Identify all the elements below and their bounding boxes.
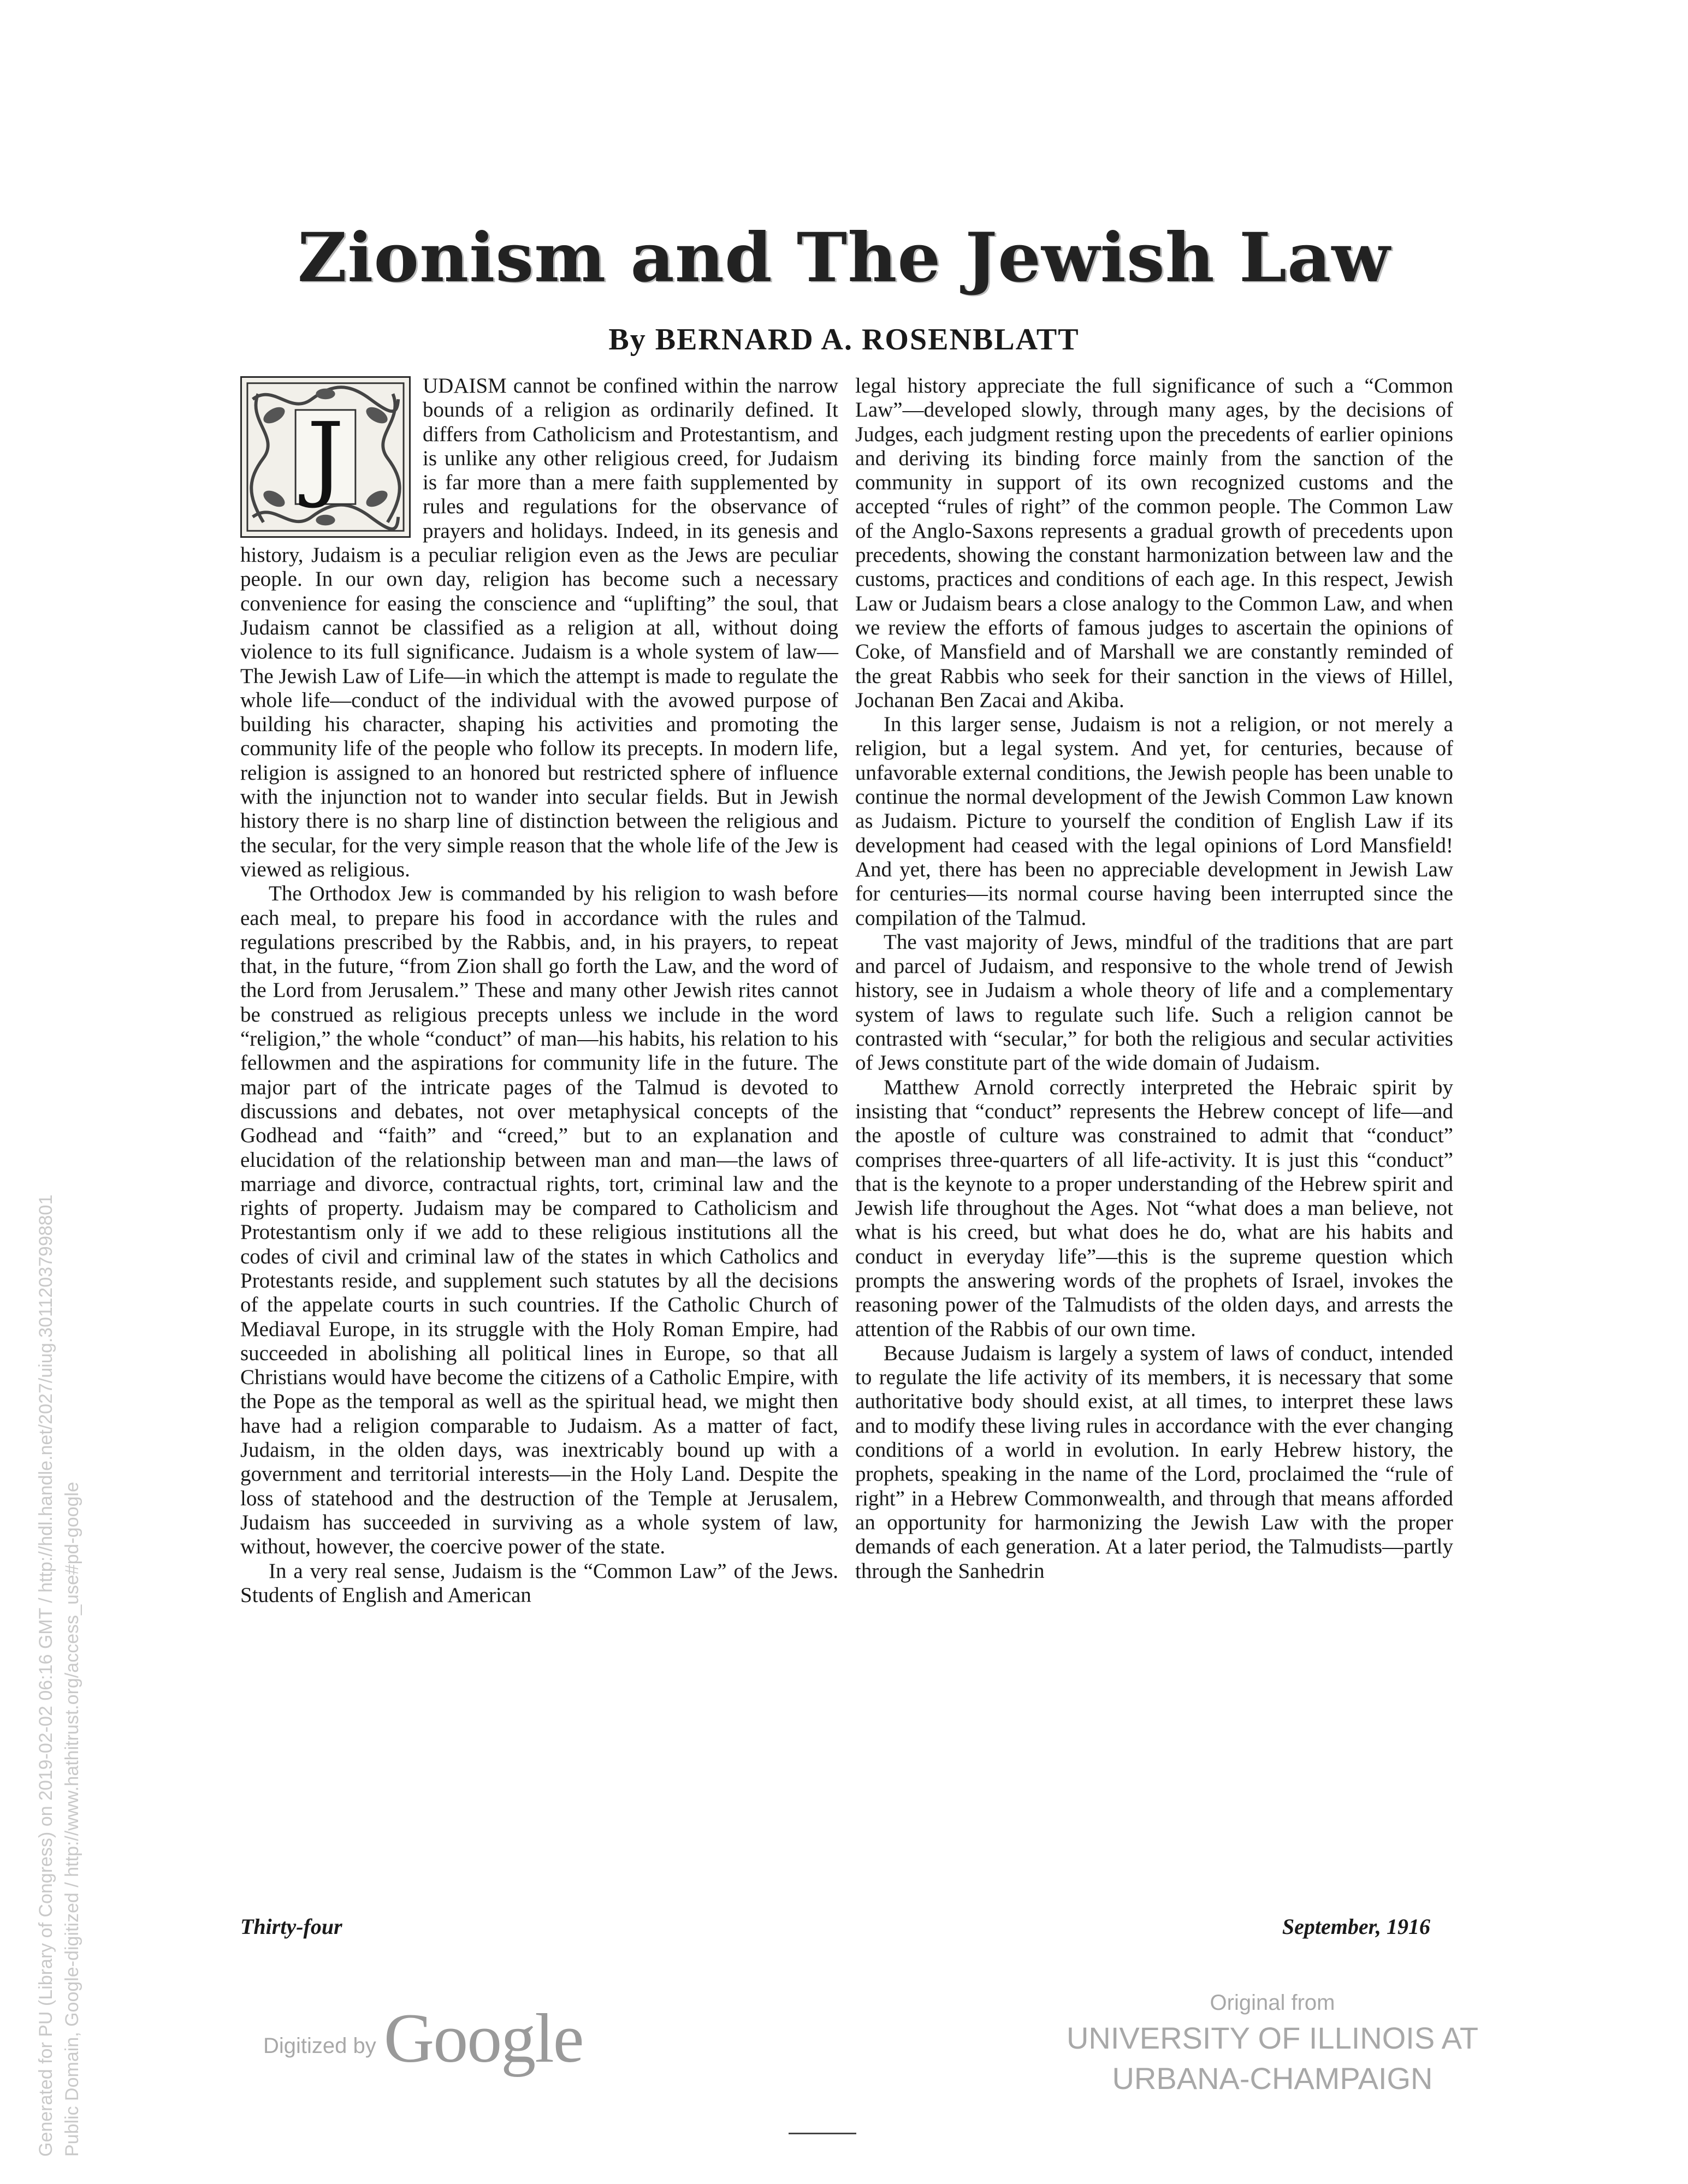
original-from-label: Original from xyxy=(1210,1991,1335,2015)
page-folio: Thirty-four xyxy=(240,1914,342,1939)
issue-date: September, 1916 xyxy=(1282,1914,1430,1939)
original-from-block xyxy=(999,1987,1545,2099)
paragraph: UDAISM cannot be confined within the narrow bounds of a religion as ordinarily defined. It differs from Catholicism and Protestantism, and is unlike any other religious creed, for Judaism is far more than a mere faith supplemented by rules and regulations for the observance of prayers and holidays. Indeed, in its genesis and history, Judaism is a peculiar religion even as the Jews are peculiar people. In our own day, religion has become such a necessary convenience for easing the conscience and “uplifting” the soul, that Judaism cannot be classified as a religion at all, without doing violence to its full significance. Judaism is a whole system of law—The Jewish Law of Life—in which the attempt is made to regulate the whole life—conduct of the individual with the avowed purpose of building his character, shaping his activities and promoting the community life of the people who follow its precepts. In modern life, religion is assigned to an honored but restricted sphere of influence with the injunction not to wander into secular fields. But in Jewish history there is no sharp line of distinction between the religious and the secular, for the very simple reason that the whole life of the Jew is viewed as religious. xyxy=(240,374,838,881)
watermark-line: Generated for PU (Library of Congress) on 2019-02-02 06:16 GMT / http://hdl.handle.net/2027/uiug.30112037998801 xyxy=(35,1194,56,2157)
institution-line-2: URBANA-CHAMPAIGN xyxy=(1112,2061,1433,2096)
institution-line-1: UNIVERSITY OF ILLINOIS AT xyxy=(1066,2021,1479,2055)
drop-cap-letter: J xyxy=(306,403,345,511)
bottom-rule xyxy=(789,2133,856,2134)
drop-cap-ornament xyxy=(240,376,411,538)
article-title: Zionism and The Jewish Law xyxy=(297,218,1391,298)
paragraph: The Orthodox Jew is commanded by his religion to wash before each meal, to prepare his food in accordance with the rules and regulations prescribed by the Rabbis, and, in his prayers, to repeat that, in the future, “from Zion shall go forth the Law, and the word of the Lord from Jerusalem.” These and many other Jewish rites cannot be construed as religious precepts unless we include in the word “religion,” the whole “conduct” of man—his habits, his relation to his fellowmen and the aspirations for community life in the future. The major part of the intricate pages of the Talmud is devoted to discussions and debates, not over metaphysical concepts of the Godhead and “faith” and “creed,” but to an explanation and elucidation of the relationship between man and man—the laws of marriage and divorce, contractual rights, tort, criminal law and the rights of property. Judaism may be compared to Catholicism and Protestantism only if we add to these religious institutions all the codes of civil and criminal law of the states in which Catholics and Protestants reside, and supplement such statutes by all the decisions of the appelate courts in such countries. If the Catholic Church of Mediaval Europe, in its struggle with the Holy Roman Empire, had succeeded in abolishing all political lines in Europe, so that all Christians would have become the citizens of a Catholic Empire, with the Pope as the temporal as well as the spiritual head, we might then have had a religion comparable to Judaism. As a matter of fact, Judaism, in the olden days, was inextricably bound up with a government and territorial interests—in the Holy Land. Despite the loss of statehood and the destruction of the Temple at Jerusalem, Judaism has succeeded in surviving as a whole system of law, without, however, the coercive power of the state. xyxy=(240,882,838,1559)
paragraph: Matthew Arnold correctly interpreted the Hebraic spirit by insisting that “conduct” represents the Hebrew concept of life—and the apostle of culture was constrained to admit that “conduct” comprises three-quarters of all life-activity. It is just this “conduct” that is the keynote to a proper understanding of the Hebrew spirit and Jewish life throughout the Ages. Not “what does a man believe, not what is his creed, but what does he do, what are his habits and conduct in everyday life”—this is the supreme question which prompts the answering words of the prophets of Israel, invokes the reasoning power of the Talmudists of the olden days, and arrests the attention of the Rabbis of our own time. xyxy=(855,1075,1453,1341)
google-logo: Google xyxy=(383,1999,583,2077)
watermark-line: Public Domain, Google-digitized / http://www.hathitrust.org/access_use#pd-google xyxy=(62,1481,82,2157)
right-column xyxy=(855,374,1453,1583)
paragraph: Because Judaism is largely a system of laws of conduct, intended to regulate the life activity of its members, it is necessary that some authoritative body should exist, at all times, to interpret these laws and to modify these living rules in accordance with the ever changing conditions of a world in evolution. In early Hebrew history, the prophets, speaking in the name of the Lord, proclaimed the “rule of right” in a Hebrew Commonwealth, and through that means afforded an opportunity for harmonizing the Jewish Law with the proper demands of each generation. At a later period, the Talmudists—partly through the Sanhedrin xyxy=(855,1341,1453,1583)
left-column xyxy=(240,374,838,1607)
article-byline: By BERNARD A. ROSENBLATT xyxy=(608,323,1080,357)
digitized-by-label: Digitized by xyxy=(263,2034,376,2058)
paragraph: The vast majority of Jews, mindful of the traditions that are part and parcel of Judaism, and responsive to the whole trend of Jewish history, see in Judaism a whole theory of life and a complementary system of laws to regulate such life. Such a religion cannot be contrasted with “secular,” for both the religious and secular activities of Jews constitute part of the wide domain of Judaism. xyxy=(855,930,1453,1075)
paragraph: In a very real sense, Judaism is the “Common Law” of the Jews. Students of English and American xyxy=(240,1559,838,1607)
digitized-by-badge xyxy=(263,1998,583,2079)
hathitrust-watermark xyxy=(33,737,85,2157)
paragraph: legal history appreciate the full significance of such a “Common Law”—developed slowly, through many ages, by the decisions of Judges, each judgment resting upon the precedents of earlier opinions and deriving its binding force mainly from the sanction of the community in support of its own recognized customs and the accepted “rules of right” of the common people. The Common Law of the Anglo-Saxons represents a gradual growth of precedents upon precedents, showing the constant harmonization between law and the customs, practices and conditions of each age. In this respect, Jewish Law or Judaism bears a close analogy to the Common Law, and when we review the efforts of famous judges to ascertain the opinions of Coke, of Mansfield and of Marshall we are constantly reminded of the great Rabbis who seek for their sanction in the views of Hillel, Jochanan Ben Zacai and Akiba. xyxy=(855,374,1453,712)
paragraph: In this larger sense, Judaism is not a religion, or not merely a religion, but a legal system. And yet, for centuries, because of unfavorable external conditions, the Jewish people has been unable to continue the normal development of the Jewish Common Law known as Judaism. Picture to yourself the condition of English Law if its development had ceased with the legal opinions of Lord Mansfield! And yet, there has been no appreciable development in Jewish Law for centuries—its normal course having been interrupted since the compilation of the Talmud. xyxy=(855,713,1453,930)
